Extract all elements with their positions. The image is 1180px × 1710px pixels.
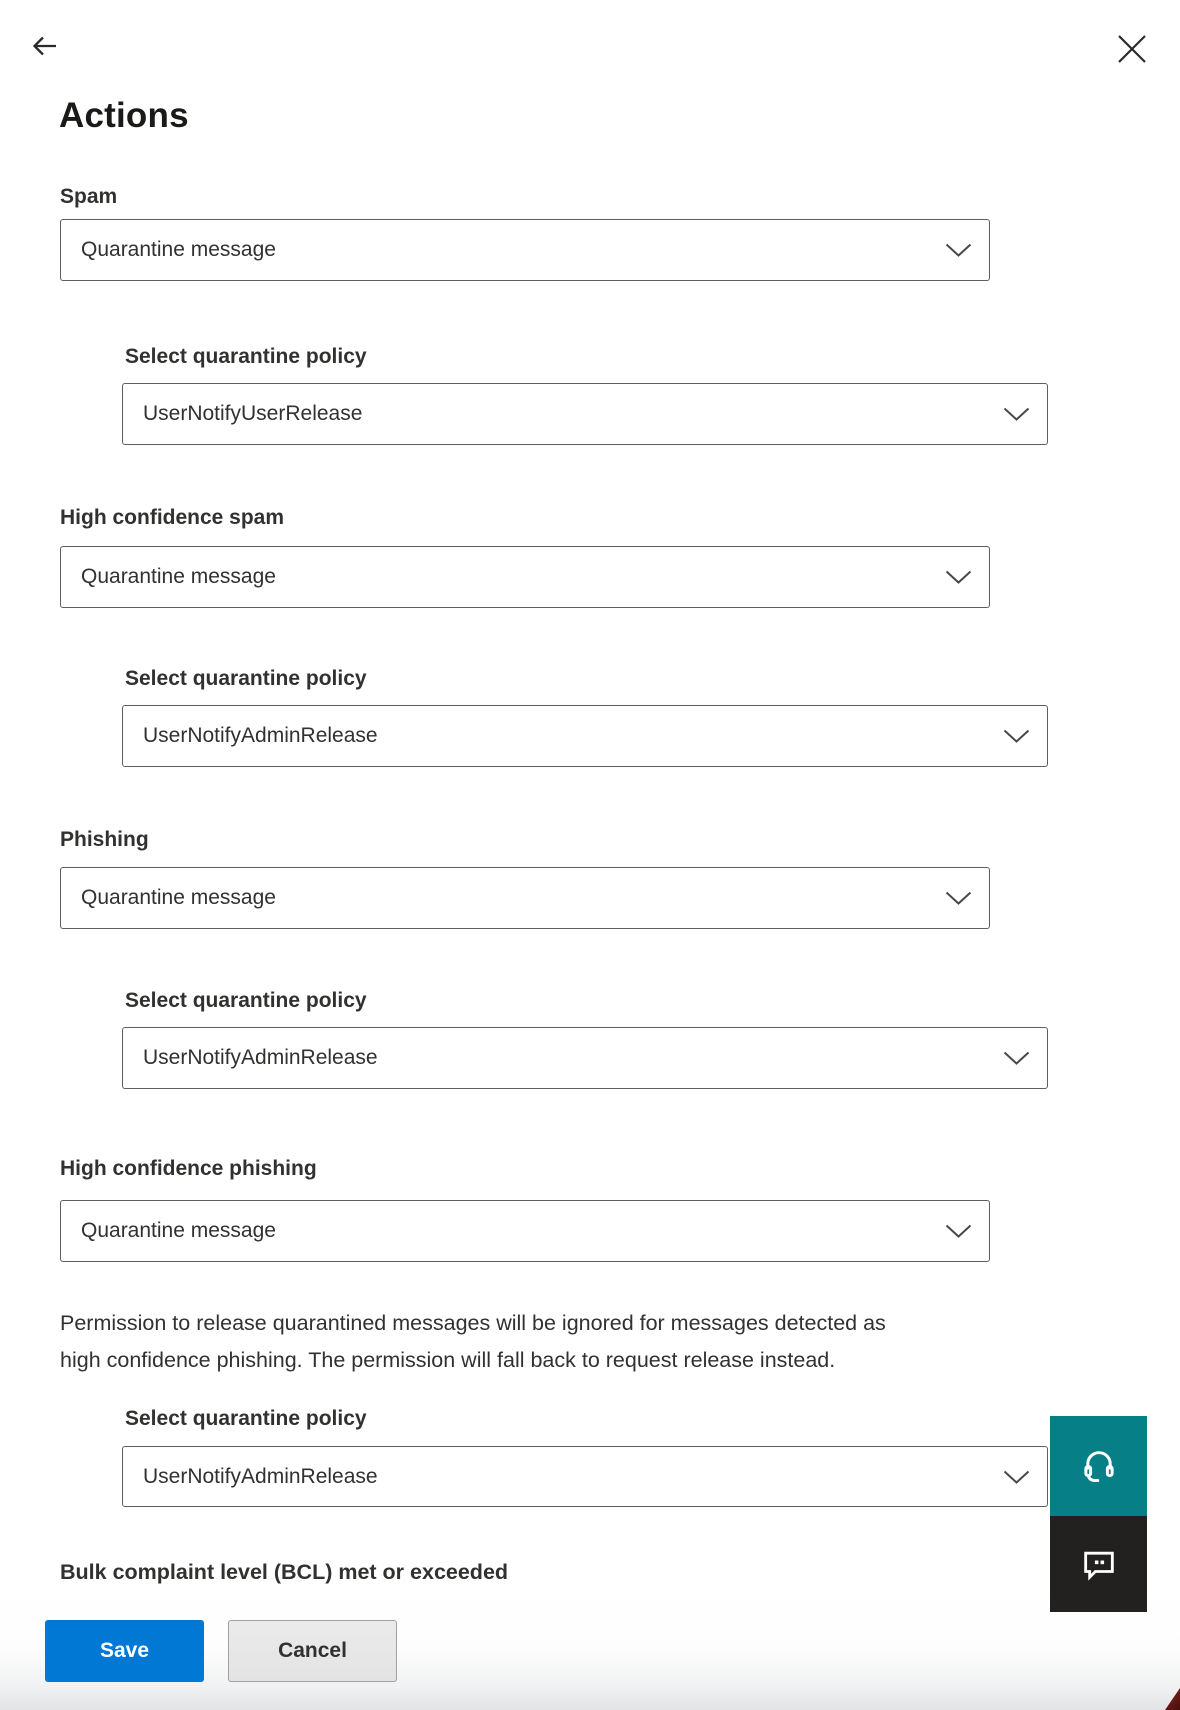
feedback-button[interactable]: [1050, 1516, 1147, 1612]
chevron-down-icon: [945, 243, 972, 258]
spam-policy-label: Select quarantine policy: [125, 345, 367, 368]
high-confidence-phishing-policy-label: Select quarantine policy: [125, 1407, 367, 1430]
phishing-policy-label: Select quarantine policy: [125, 989, 367, 1012]
note-line-1: Permission to release quarantined messages will be ignored for messages detected as: [60, 1311, 886, 1335]
close-icon: [1118, 35, 1146, 63]
spam-quarantine-policy-dropdown[interactable]: [122, 383, 1048, 445]
bulk-complaint-level-label: Bulk complaint level (BCL) met or exceeded: [60, 1560, 509, 1584]
close-button[interactable]: [1112, 29, 1152, 69]
arrow-left-icon: [26, 28, 62, 64]
high-confidence-spam-label: High confidence spam: [60, 506, 285, 529]
headset-icon: [1078, 1445, 1120, 1487]
high-confidence-phishing-quarantine-policy-dropdown[interactable]: [122, 1446, 1048, 1507]
chevron-down-icon: [945, 1224, 972, 1239]
chevron-down-icon: [1003, 729, 1030, 744]
phishing-label: Phishing: [60, 828, 149, 851]
phishing-policy-value: UserNotifyAdminRelease: [143, 1046, 378, 1069]
spam-action-value: Quarantine message: [81, 238, 276, 261]
high-confidence-spam-quarantine-policy-dropdown[interactable]: [122, 705, 1048, 767]
high-confidence-spam-action-value: Quarantine message: [81, 565, 276, 588]
chevron-down-icon: [1003, 1469, 1030, 1484]
note-line-2: high confidence phishing. The permission will fall back to request release instead.: [60, 1348, 836, 1372]
chevron-down-icon: [1003, 407, 1030, 422]
chevron-down-icon: [945, 891, 972, 906]
phishing-action-value: Quarantine message: [81, 886, 276, 909]
high-confidence-phishing-label: High confidence phishing: [60, 1157, 317, 1180]
high-confidence-phishing-action-value: Quarantine message: [81, 1219, 276, 1242]
help-button[interactable]: [1050, 1416, 1147, 1516]
cancel-button[interactable]: Cancel: [228, 1620, 397, 1682]
high-confidence-spam-action-dropdown[interactable]: [60, 546, 990, 608]
high-confidence-phishing-note: [60, 1305, 1075, 1379]
spam-action-dropdown[interactable]: [60, 219, 990, 281]
spam-label: Spam: [60, 185, 118, 208]
footer-bar: [0, 1588, 1180, 1710]
back-button[interactable]: [22, 24, 66, 68]
high-confidence-phishing-policy-value: UserNotifyAdminRelease: [143, 1464, 378, 1488]
chat-bubble-icon: [1079, 1544, 1119, 1584]
high-confidence-phishing-action-dropdown[interactable]: [60, 1200, 990, 1262]
phishing-action-dropdown[interactable]: [60, 867, 990, 929]
save-button[interactable]: Save: [45, 1620, 204, 1682]
page-title: Actions: [59, 96, 189, 135]
phishing-quarantine-policy-dropdown[interactable]: [122, 1027, 1048, 1089]
high-confidence-spam-policy-value: UserNotifyAdminRelease: [143, 724, 378, 747]
chevron-down-icon: [1003, 1051, 1030, 1066]
spam-policy-value: UserNotifyUserRelease: [143, 402, 363, 425]
chevron-down-icon: [945, 570, 972, 585]
high-confidence-spam-policy-label: Select quarantine policy: [125, 667, 367, 690]
